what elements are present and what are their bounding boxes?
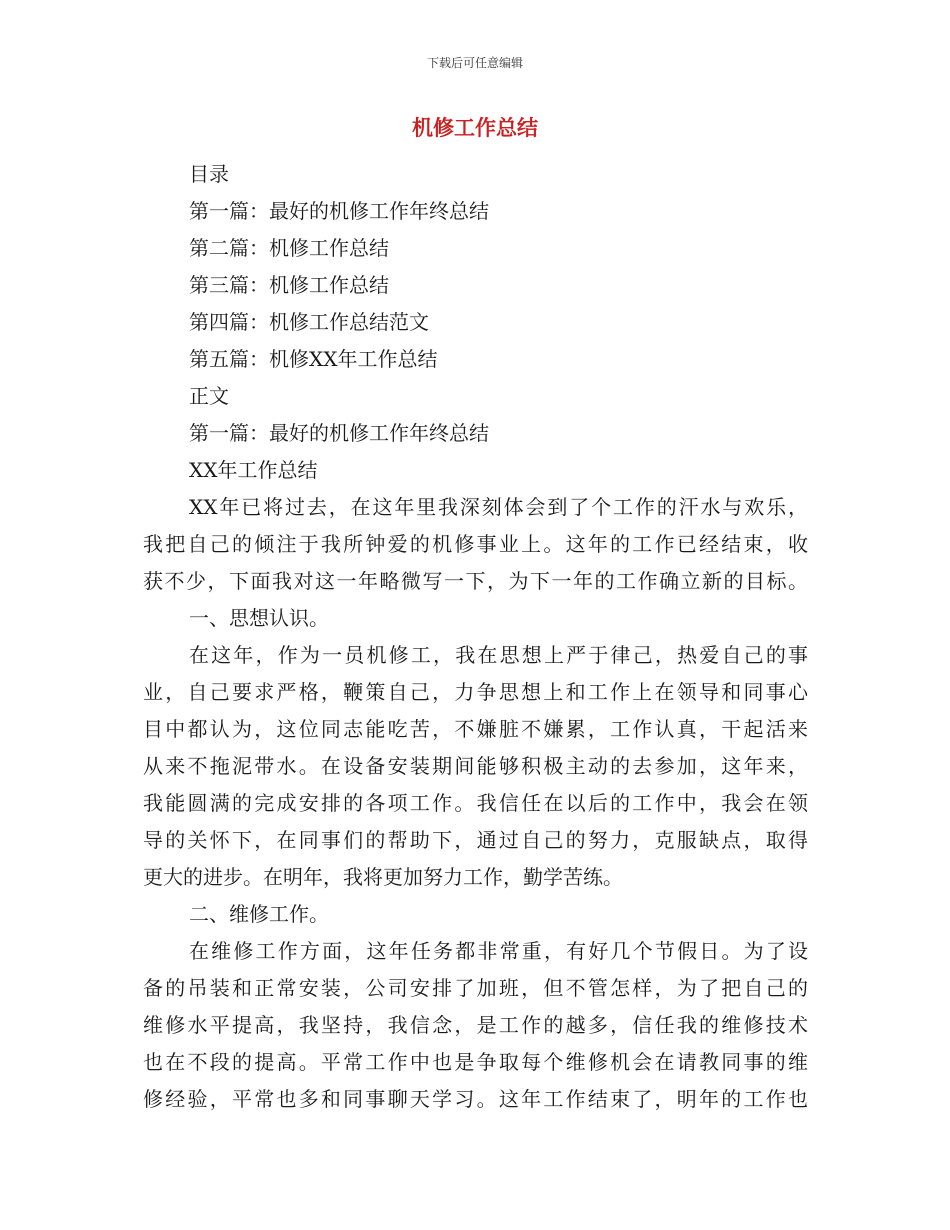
text-line: 我把自己的倾注于我所钟爱的机修事业上。这年的工作已经结束，收: [143, 532, 808, 556]
text-line: 第二篇：机修工作总结: [189, 236, 389, 260]
text-line: 目中都认为，这位同志能吃苦，不嫌脏不嫌累，工作认真，干起活来: [143, 717, 808, 741]
text-line: 获不少，下面我对这一年略微写一下，为下一年的工作确立新的目标。: [143, 569, 808, 593]
text-line: 第三篇：机修工作总结: [189, 273, 389, 297]
text-line: 第五篇：机修XX年工作总结: [189, 347, 438, 371]
text-line: 在维修工作方面，这年任务都非常重，有好几个节假日。为了设: [189, 939, 808, 963]
text-line: 二、维修工作。: [189, 902, 329, 926]
text-line: 第四篇：机修工作总结范文: [189, 310, 429, 334]
text-line: 第一篇：最好的机修工作年终总结: [189, 199, 489, 223]
text-line: 维修水平提高，我坚持，我信念，是工作的越多，信任我的维修技术: [143, 1013, 808, 1037]
text-line: 更大的进步。在明年，我将更加努力工作，勤学苦练。: [143, 865, 623, 889]
text-line: 我能圆满的完成安排的各项工作。我信任在以后的工作中，我会在领: [143, 791, 808, 815]
text-line: 业，自己要求严格，鞭策自己，力争思想上和工作上在领导和同事心: [143, 680, 808, 704]
text-line: 修经验，平常也多和同事聊天学习。这年工作结束了，明年的工作也: [143, 1087, 808, 1111]
text-line: 第一篇：最好的机修工作年终总结: [189, 421, 489, 445]
text-line: 正文: [189, 384, 229, 408]
document-title: 机修工作总结: [412, 116, 538, 140]
document-body: [143, 156, 808, 1118]
text-line: XX年已将过去，在这年里我深刻体会到了个工作的汗水与欢乐，: [189, 495, 808, 519]
text-line: 备的吊装和正常安装，公司安排了加班，但不管怎样，为了把自己的: [143, 976, 808, 1000]
page-header-note: 下载后可任意编辑: [426, 56, 523, 70]
text-line: XX年工作总结: [189, 458, 318, 482]
text-line: 也在不段的提高。平常工作中也是争取每个维修机会在请教同事的维: [143, 1050, 808, 1074]
text-line: 目录: [189, 162, 229, 186]
text-line: 在这年，作为一员机修工，我在思想上严于律己，热爱自己的事: [189, 643, 808, 667]
text-line: 从来不拖泥带水。在设备安装期间能够积极主动的去参加，这年来，: [143, 754, 808, 778]
text-line: 一、思想认识。: [189, 606, 329, 630]
text-line: 导的关怀下，在同事们的帮助下，通过自己的努力，克服缺点，取得: [143, 828, 808, 852]
